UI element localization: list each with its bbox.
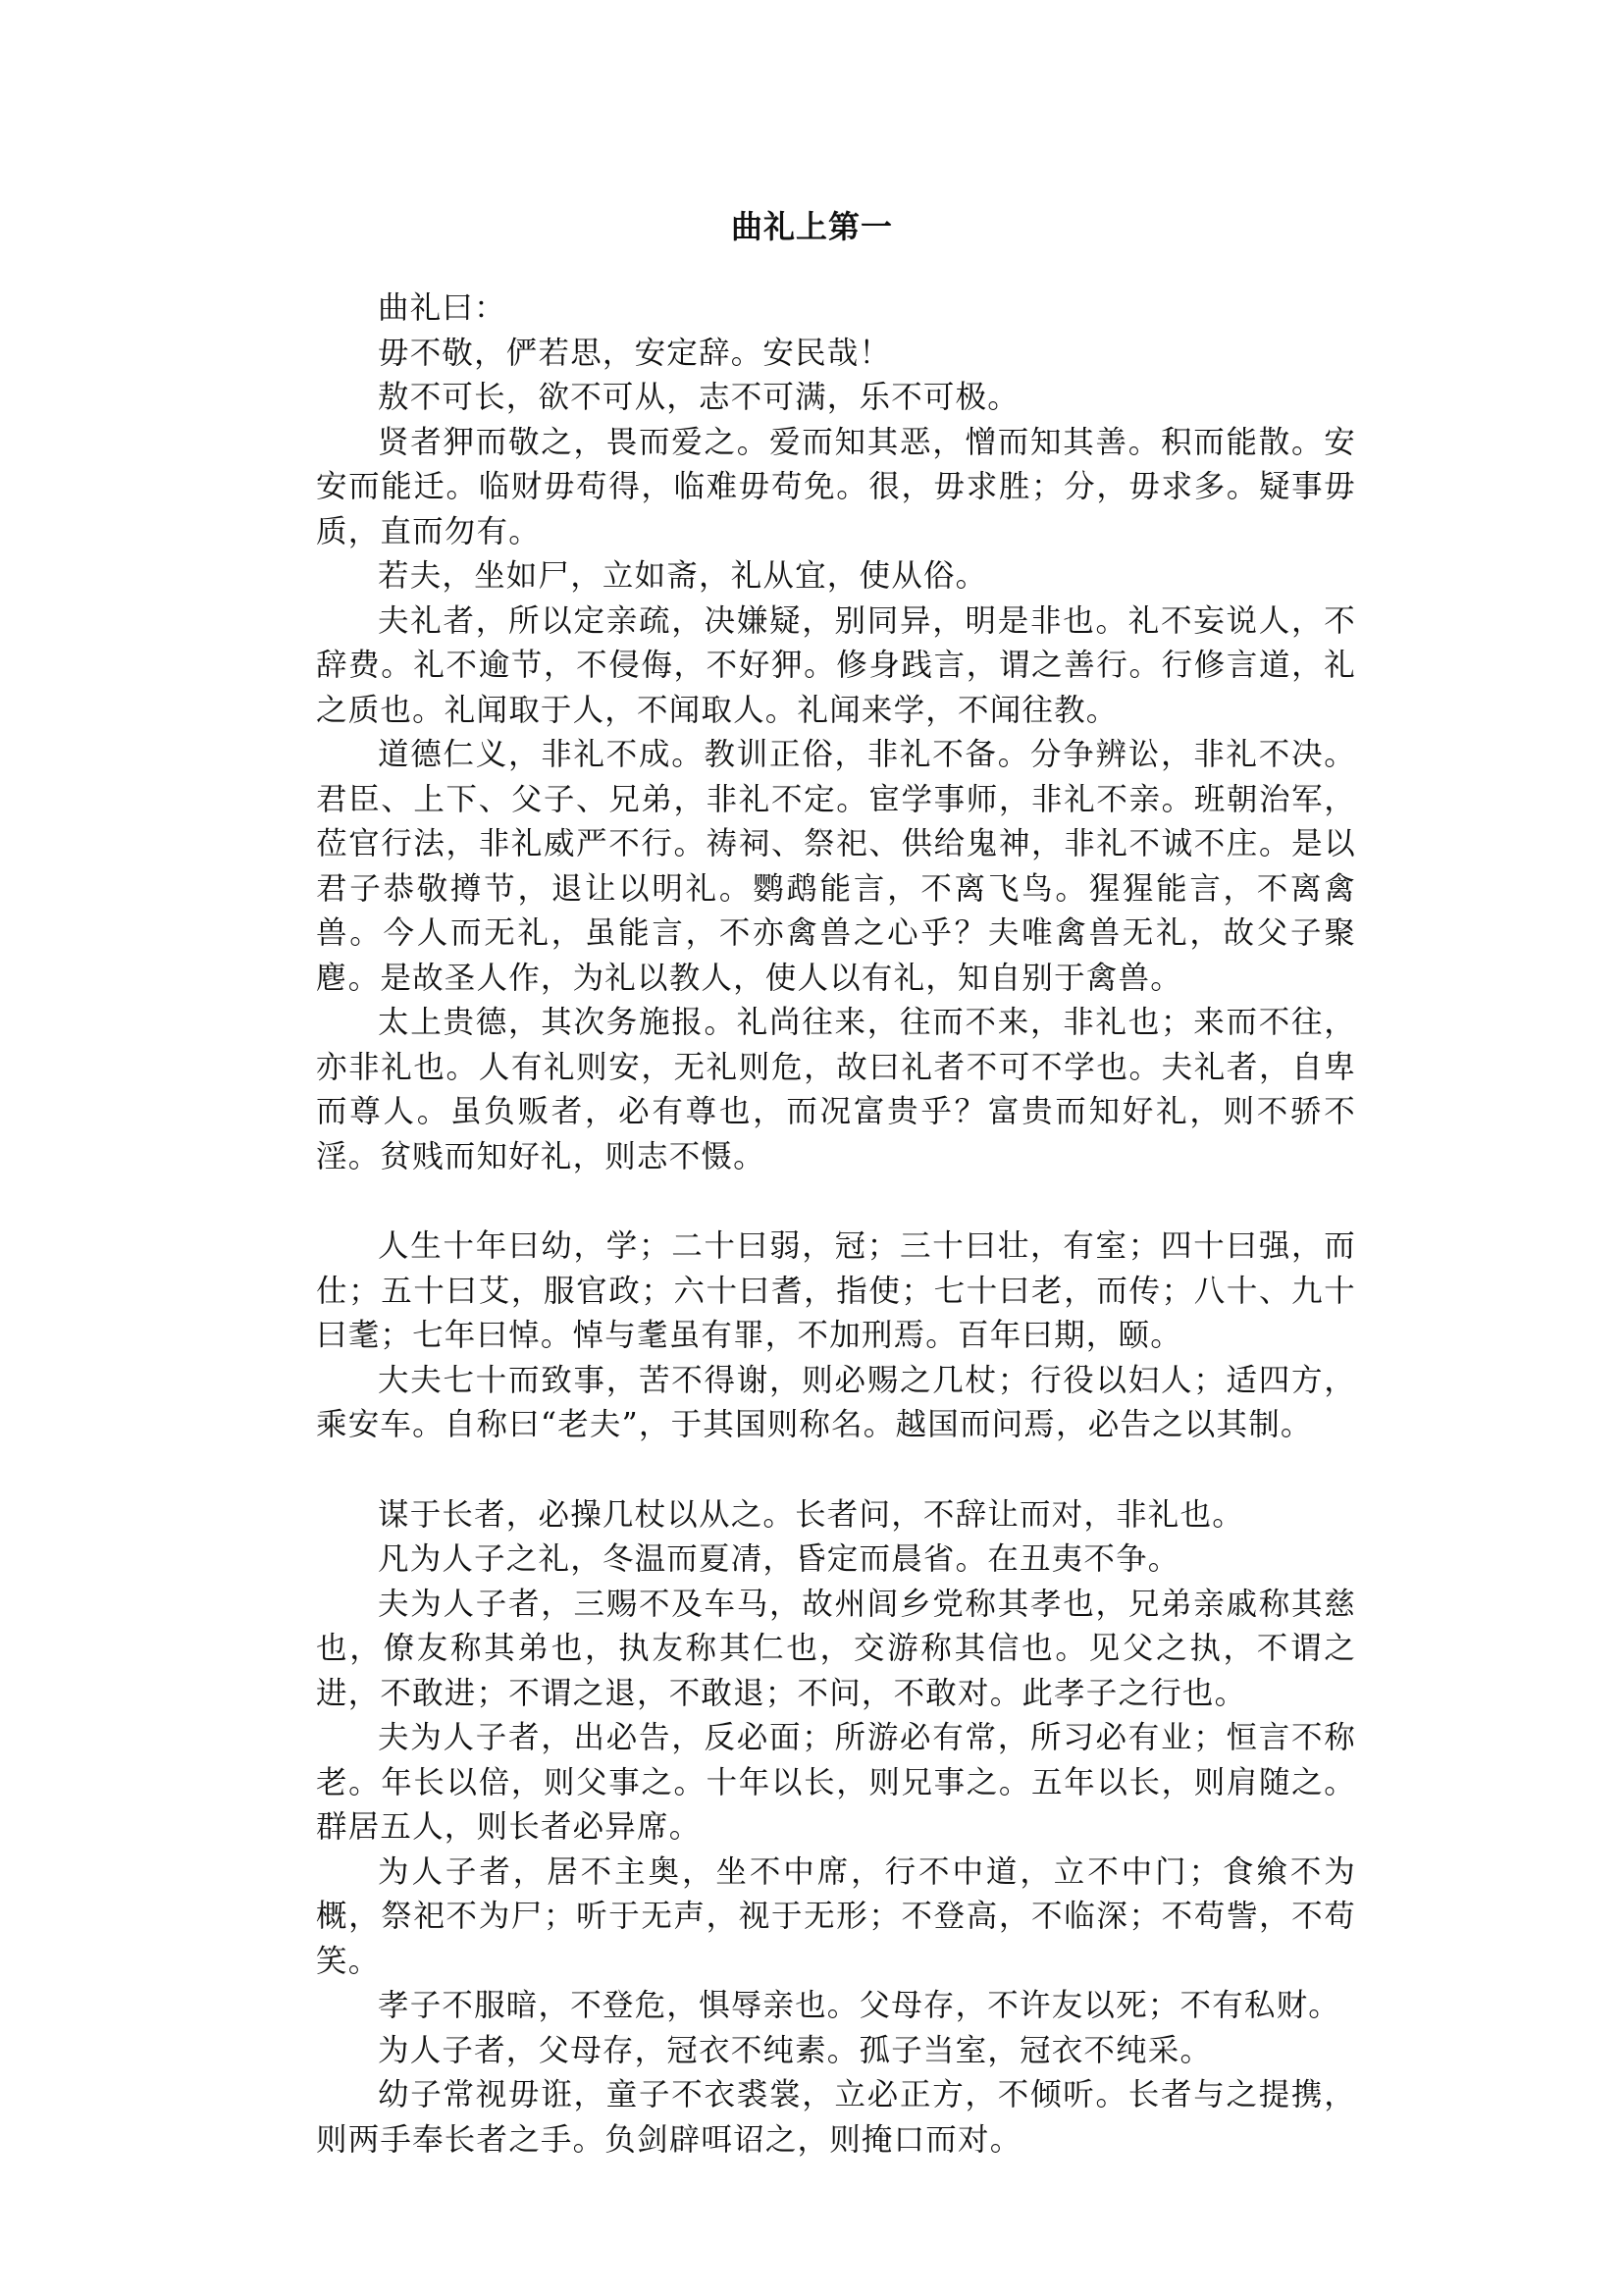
paragraph: 敖不可长，欲不可从，志不可满，乐不可极。 — [378, 380, 1021, 415]
paragraph: 孝子不服暗，不登危，惧辱亲也。父母存，不许友以死；不有私财。 — [378, 1988, 1341, 2023]
document-title: 曲礼上第一 — [730, 208, 893, 245]
paragraph: 为人子者，父母存，冠衣不纯素。孤子当室，冠衣不纯采。 — [378, 2032, 1213, 2068]
paragraph: 夫礼者，所以定亲疏，决嫌疑，别同异，明是非也。礼不妄说人，不辞费。礼不逾节，不侵侮，不好狎。修身践言，谓之善行。行修言道，礼之质也。礼闻取于人，不闻取人。礼闻来学，不闻往教。 — [316, 602, 1356, 728]
paragraph: 幼子常视毋诳，童子不衣裘裳，立必正方，不倾听。长者与之提携，则两手奉长者之手。负剑辟咡诏之，则掩口而对。 — [316, 2077, 1356, 2158]
paragraph: 为人子者，居不主奥，坐不中席，行不中道，立不中门；食飨不为概，祭祀不为尸；听于无声，视于无形；不登高，不临深；不苟訾，不苟笑。 — [316, 1853, 1356, 1979]
paragraph: 曲礼曰： — [378, 290, 506, 326]
paragraph: 人生十年曰幼，学；二十曰弱，冠；三十曰壮，有室；四十曰强，而仕；五十曰艾，服官政；六十曰耆，指使；七十曰老，而传；八十、九十曰耄；七年曰悼。悼与耄虽有罪，不加刑焉。百年曰期，颐。 — [316, 1228, 1356, 1353]
paragraph: 凡为人子之礼，冬温而夏凊，昏定而晨省。在丑夷不争。 — [378, 1541, 1180, 1577]
document-body — [316, 287, 1356, 2163]
paragraph: 谋于长者，必操几杖以从之。长者问，不辞让而对，非礼也。 — [378, 1496, 1244, 1533]
paragraph: 道德仁义，非礼不成。教训正俗，非礼不备。分争辨讼，非礼不决。君臣、上下、父子、兄弟，非礼不定。宦学事师，非礼不亲。班朝治军，莅官行法，非礼威严不行。祷祠、祭祀、供给鬼神，非礼不诚不庄。是以君子恭敬撙节，退让以明礼。鹦鹉能言，不离飞鸟。猩猩能言，不离禽兽。今人而无礼，虽能言，不亦禽兽之心乎？夫唯禽兽无礼，故父子聚麀。是故圣人作，为礼以教人，使人以有礼，知自别于禽兽。 — [316, 737, 1356, 996]
paragraph: 夫为人子者，出必告，反必面；所游必有常，所习必有业；恒言不称老。年长以倍，则父事之。十年以长，则兄事之。五年以长，则肩随之。群居五人，则长者必异席。 — [316, 1720, 1356, 1845]
paragraph: 大夫七十而致事，苦不得谢，则必赐之几杖；行役以妇人；适四方，乘安车。自称曰“老夫”，于其国则称名。越国而问焉，必告之以其制。 — [316, 1362, 1356, 1442]
paragraph: 太上贵德，其次务施报。礼尚往来，往而不来，非礼也；来而不往，亦非礼也。人有礼则安，无礼则危，故曰礼者不可不学也。夫礼者，自卑而尊人。虽负贩者，必有尊也，而况富贵乎？富贵而知好礼，则不骄不淫。贫贱而知好礼，则志不慑。 — [316, 1005, 1356, 1174]
paragraph: 毋不敬，俨若思，安定辞。安民哉！ — [378, 335, 892, 371]
section-break — [316, 1448, 1356, 1493]
paragraph: 夫为人子者，三赐不及车马，故州闾乡党称其孝也，兄弟亲戚称其慈也，僚友称其弟也，执友称其仁也，交游称其信也。见父之执，不谓之进，不敢进；不谓之退，不敢退；不问，不敢对。此孝子之行也。 — [316, 1586, 1356, 1711]
paragraph: 若夫，坐如尸，立如斋，礼从宜，使从俗。 — [378, 558, 988, 594]
paragraph: 贤者狎而敬之，畏而爱之。爱而知其恶，憎而知其善。积而能散。安安而能迁。临财毋苟得，临难毋苟免。很，毋求胜；分，毋求多。疑事毋质，直而勿有。 — [316, 424, 1356, 549]
section-break — [316, 1179, 1356, 1225]
